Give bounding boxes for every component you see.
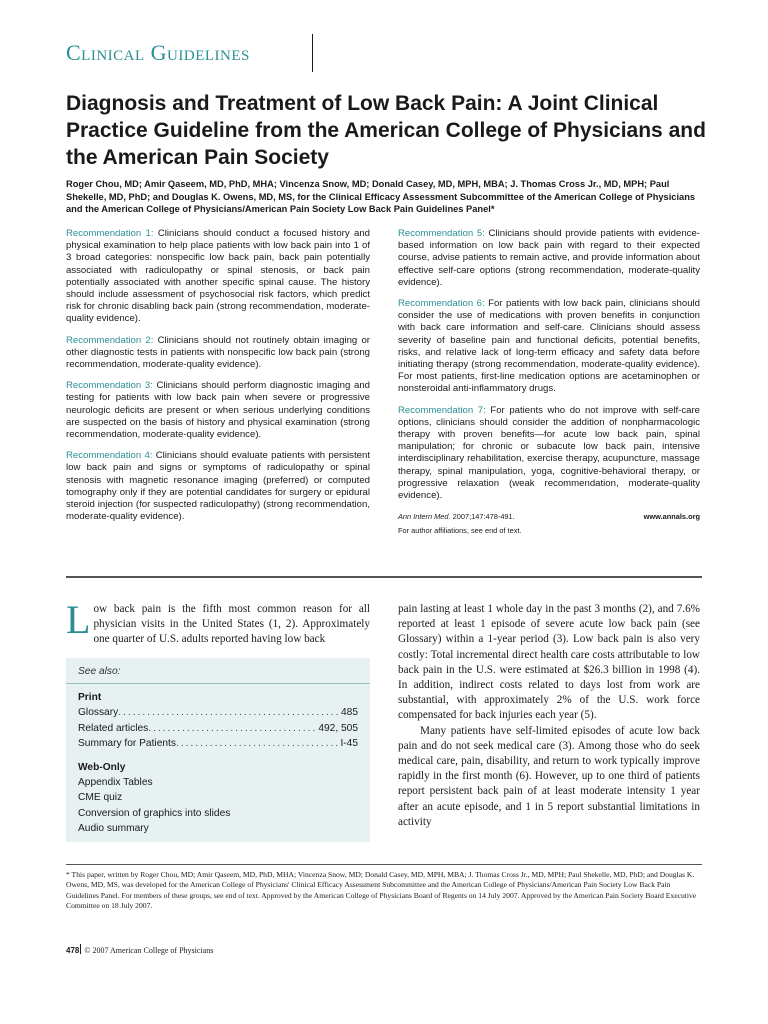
- recommendation-text: For patients who do not improve with self-care options, clinicians should consider the addition of nonpharmacologic therapy with proven benefits—for acute low back pain, spinal manipulation; for chronic or subacute low back pain, intensive interdisciplinary rehabilitation, exercise therapy, acupuncture, massage therapy, spinal manipulation, yoga, cognitive-behavioral therapy, or progressive relaxation (weak recommendation, moderate-quality evidence).: [398, 404, 700, 502]
- journal-url[interactable]: www.annals.org: [643, 512, 700, 522]
- body-right-column: [398, 602, 700, 830]
- recommendation-text: Clinicians should conduct a focused history and physical examination to help place patients with low back pain into 1 of 3 broad categories: nonspecific low back pain, back pain potentially associated with radiculopathy or spinal stenosis, or back pain potentially associated with another specific spinal cause. The history should include assessment of psychosocial risk factors, which predict risk for chronic disabling back pain (strong recommendation, moderate-quality evidence).: [66, 228, 370, 325]
- recommendation-text: For patients with low back pain, clinicians should consider the use of medications with proven benefits in conjunction with back care information and self-care. Clinicians should assess severity of baseline pain and functional deficits, potential benefits, risks, and relative lack of long-term efficacy and safety data before initiating therapy (strong recommendation, moderate-quality evidence). For most patients, first-line medication options are acetaminophen or nonsteroidal anti-inflammatory drugs.: [398, 298, 700, 395]
- page-number: 478: [66, 946, 80, 955]
- web-item-appendix-tables[interactable]: Appendix Tables: [78, 776, 153, 788]
- copyright: © 2007 American College of Physicians: [84, 946, 214, 955]
- page-footer: [66, 944, 213, 955]
- section-label: Clinical Guidelines: [66, 40, 250, 65]
- web-item-cme-quiz[interactable]: CME quiz: [78, 792, 123, 803]
- see-also-box: [66, 658, 370, 842]
- recommendation-6: [398, 298, 700, 396]
- citation-journal: Ann Intern Med.: [398, 512, 451, 522]
- recommendations-left-column: [66, 228, 370, 532]
- recommendation-text: Clinicians should perform diagnostic imaging and testing for patients with low back pain when severe or progressive neurologic deficits are present or when serious underlying conditions are suspected on the basis of history and physical examination (strong recommendation, moderate-quality evidence).: [66, 380, 370, 441]
- web-only-heading: Web-Only: [78, 761, 126, 773]
- print-item-label: Summary for Patients: [78, 738, 176, 749]
- leader-dots: [176, 736, 340, 752]
- print-item-page: 492, 505: [318, 722, 358, 734]
- print-item-page: 485: [341, 707, 358, 718]
- body-left-column: [66, 597, 370, 646]
- author-list: Roger Chou, MD; Amir Qaseem, MD, PhD, MHA; Vincenza Snow, MD; Donald Casey, MD, MPH, MBA; J. Thomas Cross Jr., MD, MPH; Paul Shekelle, MD, PhD; and Douglas K. Owens, MD, MS, for the Clinical Efficacy Assessment Subcommittee of the American College of Physicians and the American College of Physicians/American Pain Society Low Back Pain Guidelines Panel*: [66, 179, 696, 214]
- recommendation-text: Clinicians should not routinely obtain imaging or other diagnostic tests in patients with nonspecific low back pain (strong recommendation, moderate-quality evidence).: [66, 334, 371, 371]
- footnote: * This paper, written by Roger Chou, MD; Amir Qaseem, MD, PhD, MHA; Vincenza Snow, MD; Donald Casey, MD, MPH, MBA; J. Thomas Cross Jr., MD, MPH; Paul Shekelle, MD, PhD; and Douglas K. Owens, MD, MS, was developed for the American College of Physicians' Clinical Efficacy Assessment Subcommittee and the American College of Physicians/American Pain Society Low Back Pain Guidelines Panel. For members of these groups, see end of text. Approved by the American College of Physicians Board of Regents on 14 July 2007. Approved by the American Pain Society Board Executive Committee on 18 July 2007.: [66, 870, 697, 911]
- recommendation-label: Recommendation 5:: [398, 228, 485, 239]
- recommendation-label: Recommendation 7:: [398, 404, 486, 416]
- section-divider: [66, 576, 702, 578]
- recommendation-label: Recommendation 6:: [398, 298, 485, 310]
- body-paragraph-2: Many patients have self-limited episodes of acute low back pain and do not seek medical care (3). Among those who do seek medical care, pain, disability, and return to work typically improve rapidly in the first month (6). However, up to one third of patients report persistent back pain of at least moderate intensity 1 year after an acute episode, and 1 in 5 report substantial limitations in activity: [398, 724, 700, 828]
- web-item-audio-summary[interactable]: Audio summary: [78, 823, 149, 834]
- recommendation-text: Clinicians should provide patients with evidence-based information on low back pain with regard to their expected course, advise patients to remain active, and provide information about effective self-care options (strong recommendation, moderate-quality evidence).: [398, 228, 700, 288]
- intro-text: ow back pain is the fifth most common reason for all physician visits in the United States (1, 2). Approximately one quarter of U.S. adults reported having low back: [93, 603, 370, 645]
- citation-row: [398, 511, 700, 523]
- body-paragraph-1: pain lasting at least 1 whole day in the past 3 months (2), and 7.6% reported at least 1 episode of severe acute low back pain (see Glossary) within a 1-year period (3). Low back pain is also very costly: Total incremental direct health care costs attributable to low back pain in the U.S. were estimated at $26.3 billion in 1998 (4). In addition, indirect costs related to days lost from work are substantial, with approximately 2% of the U.S. work force compensated for back injuries each year (5).: [398, 603, 700, 722]
- leader-dots: [148, 721, 318, 737]
- article-title: Diagnosis and Treatment of Low Back Pain: A Joint Clinical Practice Guideline from the American College of Physicians and the American Pain Society: [66, 92, 706, 169]
- print-item-summary-for-patients[interactable]: [78, 736, 358, 752]
- recommendation-label: Recommendation 4:: [66, 450, 153, 462]
- recommendation-1: [66, 228, 370, 326]
- recommendation-text: Clinicians should evaluate patients with persistent low back pain and signs or symptoms of radiculopathy or spinal stenosis with magnetic resonance imaging (preferred) or computed tomography only if they are potential candidates for surgery or epidural steroid injection (for suspected radiculopathy) (strong recommendation, moderate-quality evidence).: [66, 450, 370, 523]
- footnote-rule: [66, 864, 702, 865]
- recommendation-2: [66, 335, 370, 372]
- print-item-glossary[interactable]: [78, 705, 358, 721]
- see-also-rule: [66, 683, 370, 684]
- print-item-label: Glossary: [78, 707, 119, 718]
- recommendation-label: Recommendation 1:: [66, 228, 154, 239]
- affiliations-note: For author affiliations, see end of text.: [398, 526, 522, 536]
- recommendations-right-column: [398, 228, 700, 538]
- section-rule: [312, 34, 313, 72]
- recommendation-5: [398, 228, 700, 289]
- recommendation-label: Recommendation 3:: [66, 380, 153, 392]
- web-item-conversion-slides[interactable]: Conversion of graphics into slides: [78, 807, 231, 819]
- citation: [398, 511, 515, 523]
- recommendation-label: Recommendation 2:: [66, 334, 154, 346]
- print-item-related-articles[interactable]: [78, 721, 358, 737]
- recommendation-3: [66, 380, 370, 441]
- print-item-page: I-45: [340, 738, 358, 749]
- citation-volume: 2007;147:478-491.: [450, 512, 515, 522]
- recommendation-7: [398, 405, 700, 503]
- footer-divider: [80, 944, 81, 954]
- print-heading: Print: [78, 692, 102, 703]
- leader-dots: [118, 705, 341, 721]
- print-item-label: Related articles: [78, 722, 149, 734]
- recommendation-4: [66, 450, 370, 523]
- drop-cap: L: [66, 597, 91, 642]
- see-also-title: See also:: [78, 666, 121, 677]
